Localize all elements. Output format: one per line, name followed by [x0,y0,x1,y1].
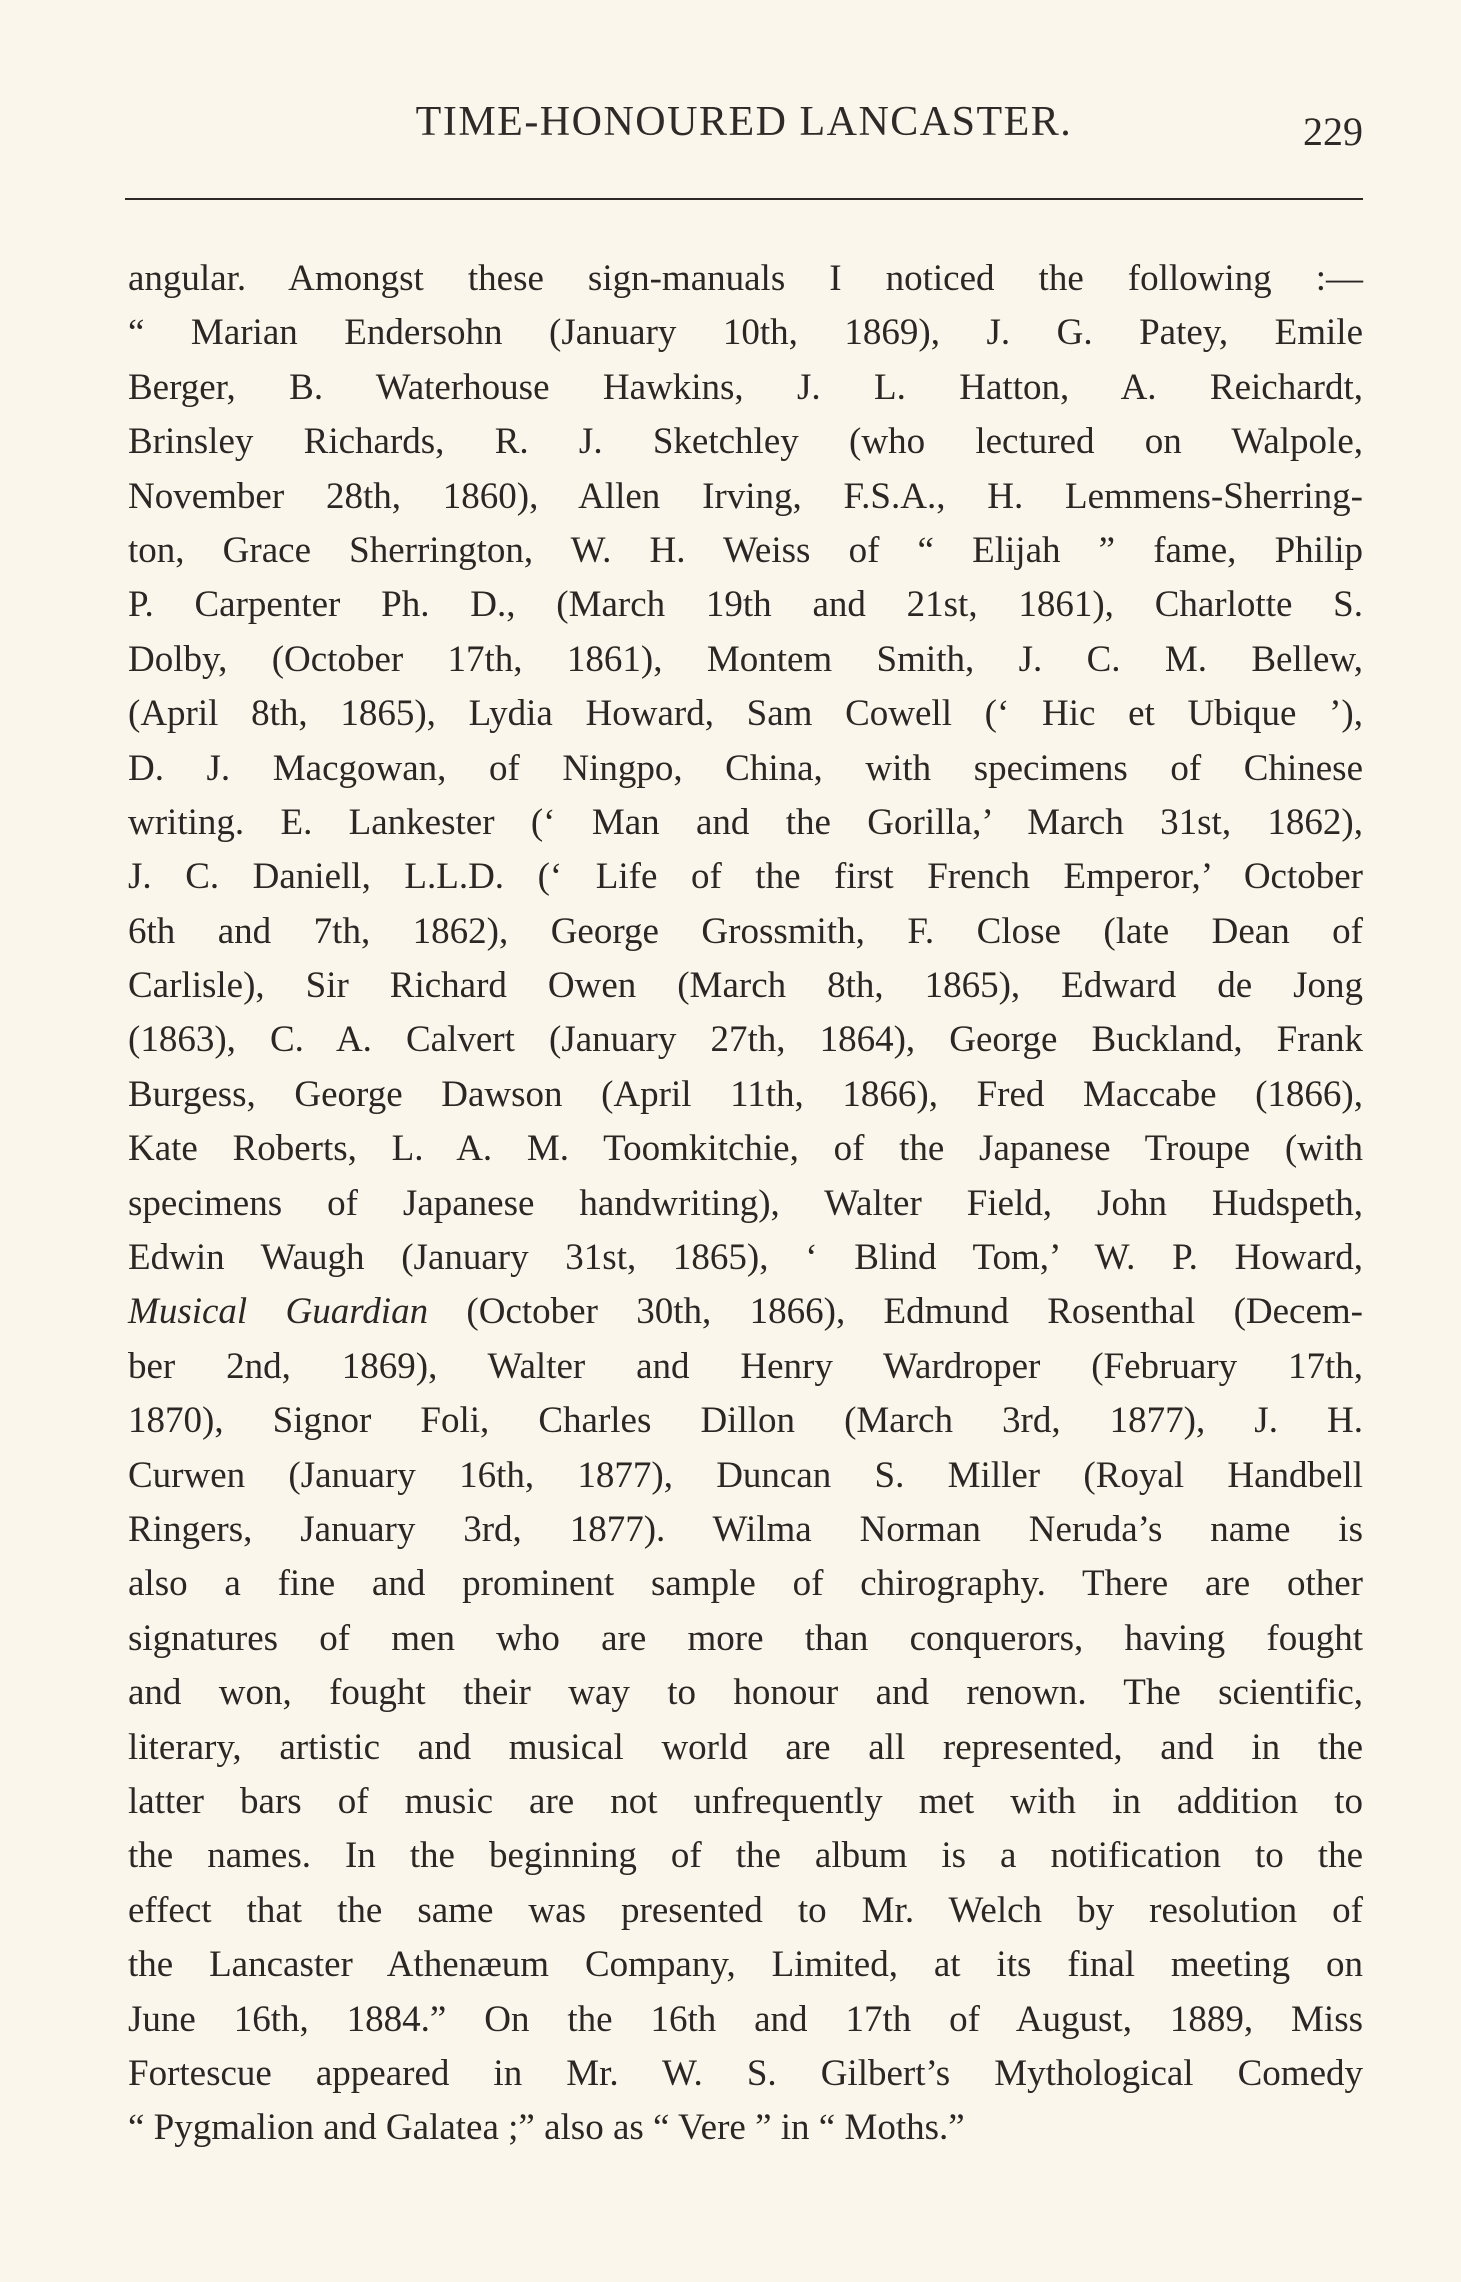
text-line: 1870), Signor Foli, Charles Dillon (March 3rd, 1877), J. H. [128,1400,1363,1442]
text-line: Carlisle), Sir Richard Owen (March 8th, 1865), Edward de Jong [128,965,1363,1007]
text-line: specimens of Japanese handwriting), Walter Field, John Hudspeth, [128,1182,1363,1224]
header-rule [125,198,1363,200]
text-line: Dolby, (October 17th, 1861), Montem Smith, J. C. M. Bellew, [128,638,1363,680]
text-line-with-italic [128,1285,1363,1339]
text-line: November 28th, 1860), Allen Irving, F.S.A., H. Lemmens-Sherring- [128,475,1363,517]
text-line: also a fine and prominent sample of chirography. There are other [128,1563,1363,1605]
text-line: and won, fought their way to honour and renown. The scientific, [128,1672,1363,1714]
text-line: (April 8th, 1865), Lydia Howard, Sam Cowell (‘ Hic et Ubique ’), [128,693,1363,735]
text-line: D. J. Macgowan, of Ningpo, China, with specimens of Chinese [128,747,1363,789]
text-line-last: “ Pygmalion and Galatea ;” also as “ Vere ” in “ Moths.” [128,2107,965,2149]
text-line: “ Marian Endersohn (January 10th, 1869), J. G. Patey, Emile [128,312,1363,354]
running-head [125,98,1363,158]
text-line: the names. In the beginning of the album is a notification to the [128,1835,1363,1877]
body-text [128,252,1363,2156]
text-line: Berger, B. Waterhouse Hawkins, J. L. Hatton, A. Reichardt, [128,366,1363,408]
text-line: signatures of men who are more than conquerors, having fought [128,1617,1363,1659]
text-line: Curwen (January 16th, 1877), Duncan S. Miller (Royal Handbell [128,1454,1363,1496]
text-line: Kate Roberts, L. A. M. Toomkitchie, of the Japanese Troupe (with [128,1128,1363,1170]
text-line: effect that the same was presented to Mr. Welch by resolution of [128,1889,1363,1931]
text-line: Burgess, George Dawson (April 11th, 1866), Fred Maccabe (1866), [128,1073,1363,1115]
text-line: literary, artistic and musical world are all represented, and in the [128,1726,1363,1768]
text-line: Edwin Waugh (January 31st, 1865), ‘ Blind Tom,’ W. P. Howard, [128,1237,1363,1279]
text-line: latter bars of music are not unfrequently met with in addition to [128,1780,1363,1822]
text-line: Ringers, January 3rd, 1877). Wilma Norman Neruda’s name is [128,1508,1363,1550]
text-line: June 16th, 1884.” On the 16th and 17th of August, 1889, Miss [128,1998,1363,2040]
text-line: J. C. Daniell, L.L.D. (‘ Life of the first French Emperor,’ October [128,856,1363,898]
text-line: writing. E. Lankester (‘ Man and the Gorilla,’ March 31st, 1862), [128,801,1363,843]
text-line: Fortescue appeared in Mr. W. S. Gilbert’s Mythological Comedy [128,2052,1363,2094]
text-line: ber 2nd, 1869), Walter and Henry Wardroper (February 17th, [128,1345,1363,1387]
page-number: 229 [1303,109,1363,154]
text-line: angular. Amongst these sign-manuals I noticed the following :— [128,258,1363,299]
italic-phrase: Musical Guardian [128,1291,429,1333]
running-title: TIME-HONOURED LANCASTER. [415,99,1073,145]
text-line: the Lancaster Athenæum Company, Limited, at its final meeting on [128,1944,1363,1986]
text-line: (1863), C. A. Calvert (January 27th, 1864), George Buckland, Frank [128,1019,1363,1061]
text-line: Brinsley Richards, R. J. Sketchley (who lectured on Walpole, [128,421,1363,463]
text-line-rest: (October 30th, 1866), Edmund Rosenthal (Decem- [466,1291,1363,1333]
text-line: P. Carpenter Ph. D., (March 19th and 21st, 1861), Charlotte S. [128,584,1363,626]
text-line: ton, Grace Sherrington, W. H. Weiss of “ Elijah ” fame, Philip [128,529,1363,571]
text-line: 6th and 7th, 1862), George Grossmith, F. Close (late Dean of [128,910,1363,952]
